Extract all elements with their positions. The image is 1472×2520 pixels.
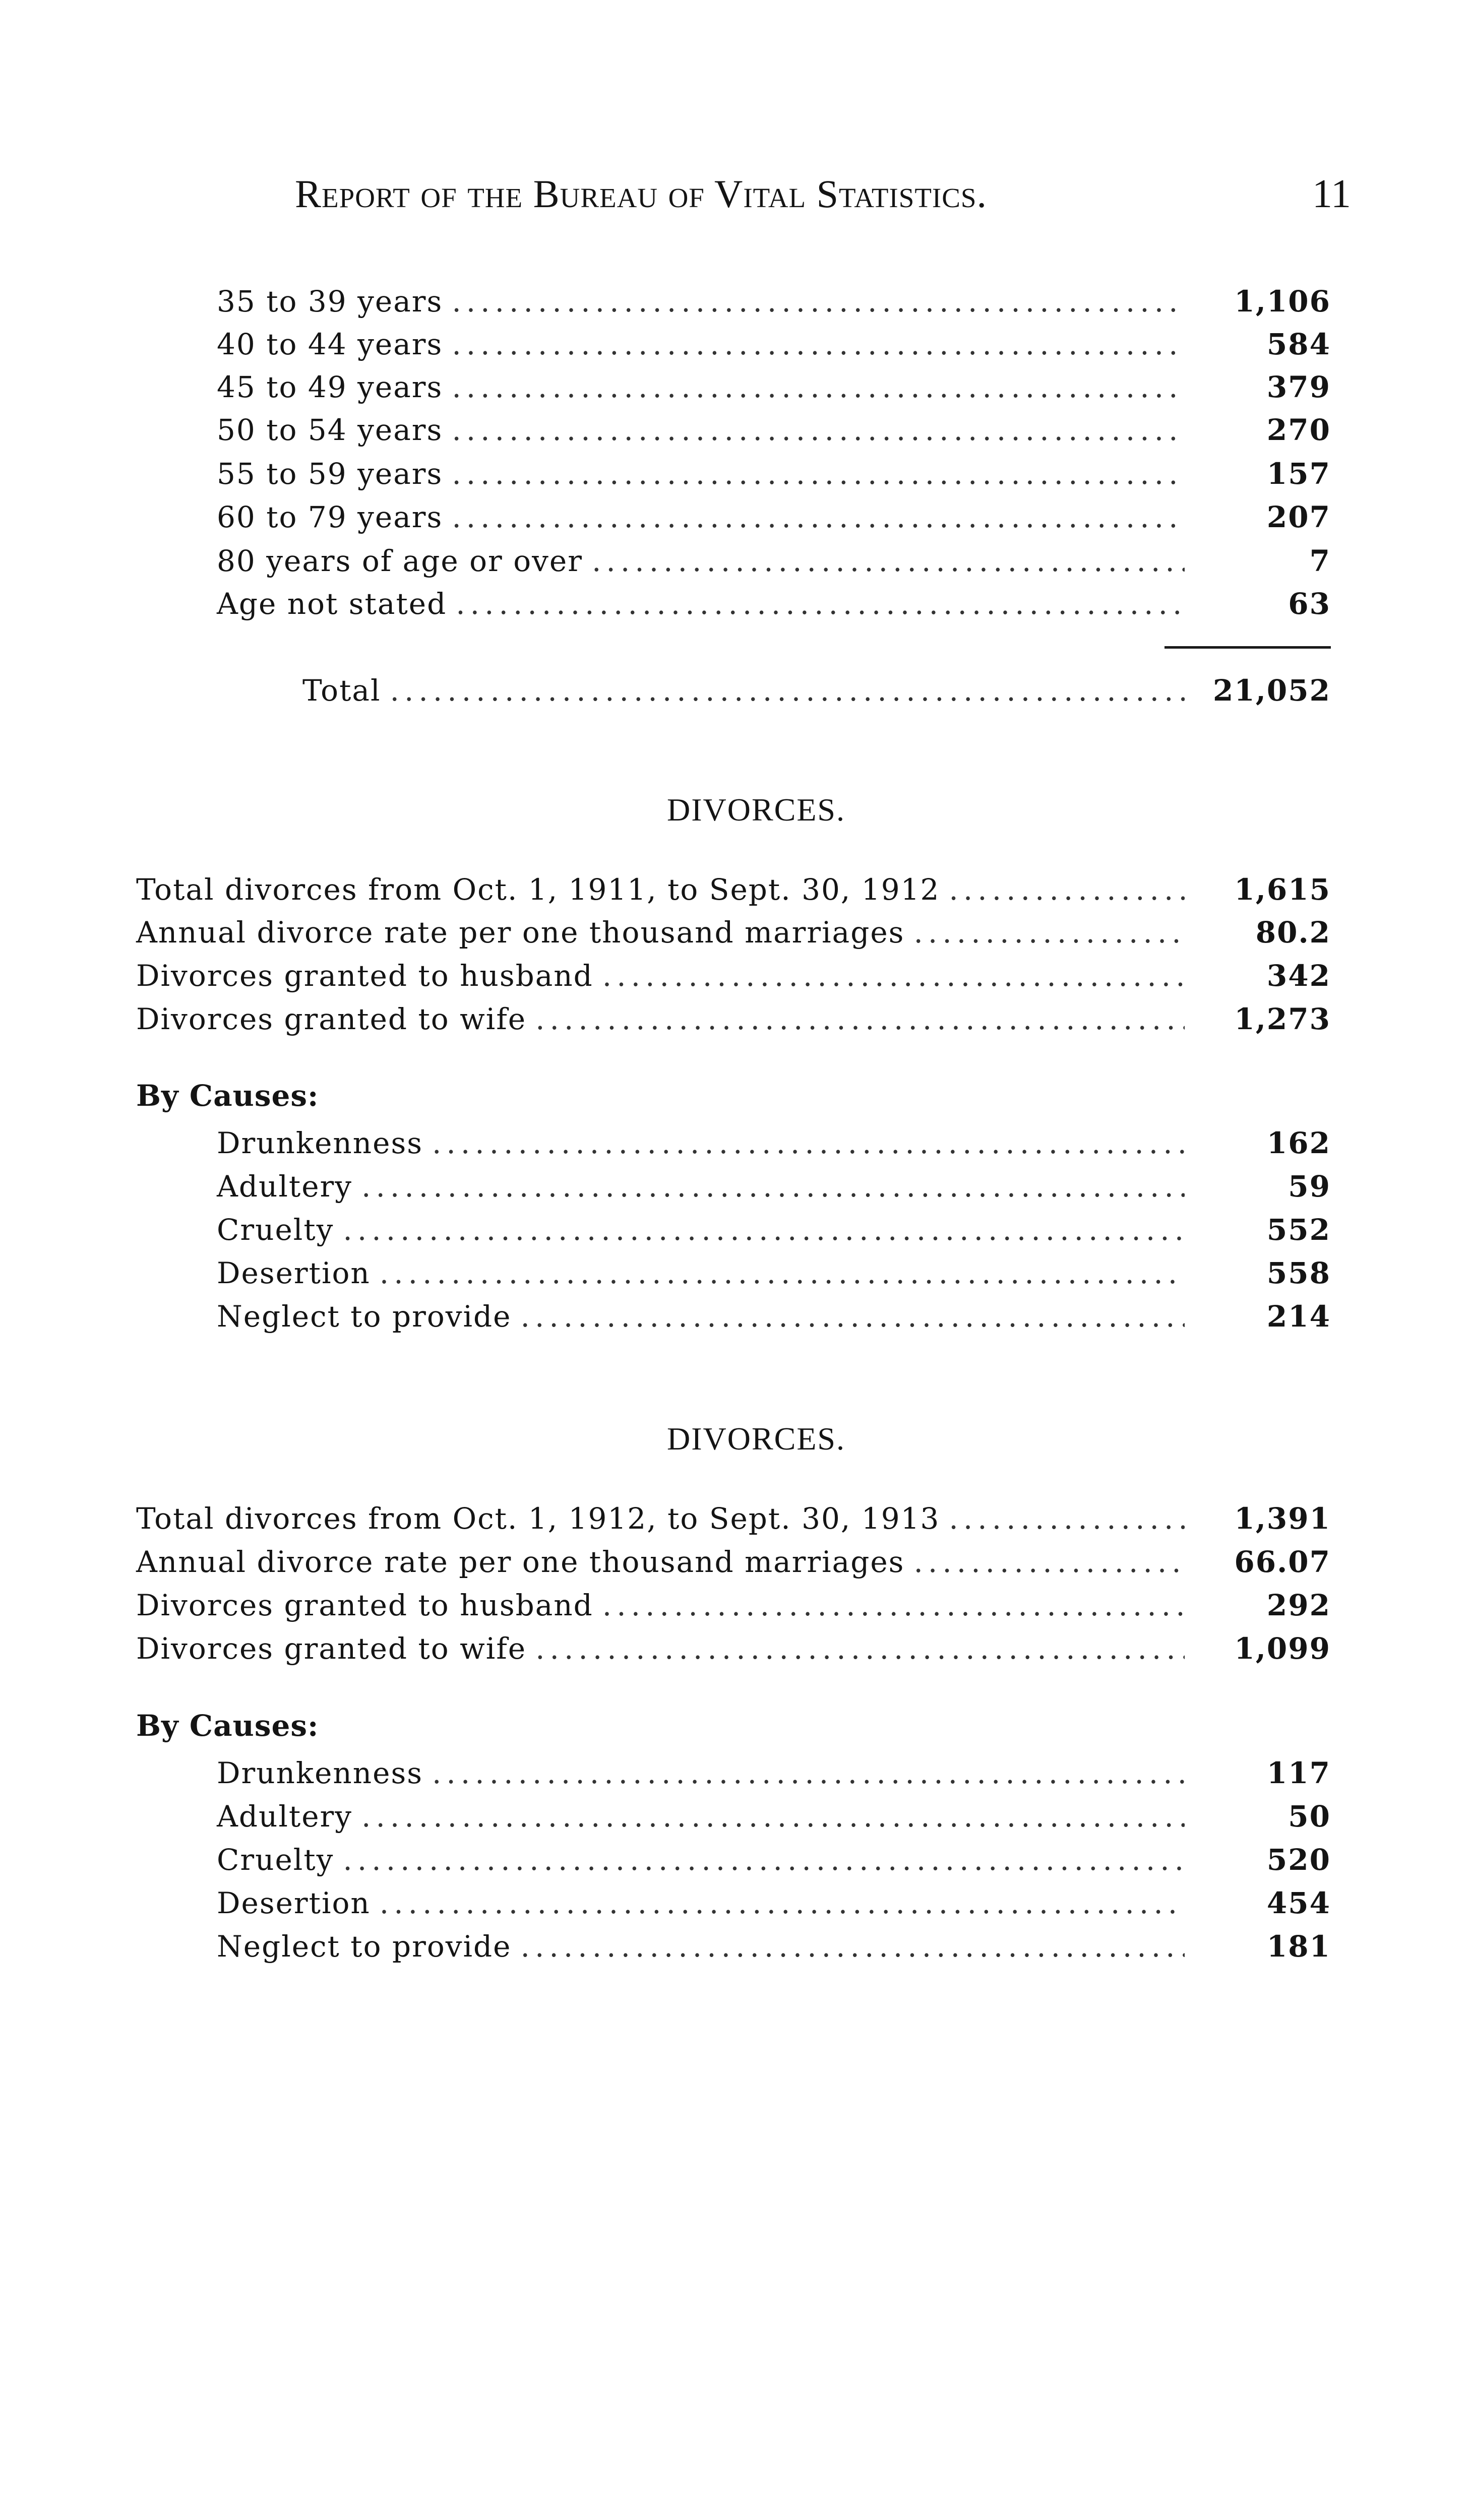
cause-value: 59 [1288,1169,1331,1204]
list-item [217,1295,1331,1338]
table-row [136,997,1331,1041]
row-value: 584 [1266,327,1331,361]
table-row [217,280,1331,323]
list-item [217,1795,1331,1838]
cause-label: Adultery [217,1799,353,1834]
page-number: 11 [1312,172,1351,216]
cause-value: 214 [1266,1299,1331,1334]
row-label: 80 years of age or over [217,544,583,578]
cause-value: 558 [1266,1256,1331,1290]
row-label: Divorces granted to wife [136,1631,527,1666]
row-label: 45 to 49 years [217,370,443,404]
table-row [217,495,1331,539]
row-value: 157 [1266,457,1331,491]
row-value: 1,273 [1234,1002,1331,1036]
row-value: 63 [1288,587,1331,621]
list-item [217,1838,1331,1881]
row-value: 270 [1266,413,1331,447]
causes-heading: By Causes: [136,1079,319,1113]
row-value: 292 [1266,1588,1331,1622]
row-value: 66.07 [1234,1545,1331,1579]
cause-label: Neglect to provide [217,1299,512,1334]
row-label: 40 to 44 years [217,327,443,361]
cause-label: Drunkenness [217,1126,423,1160]
section-title: DIVORCES. [666,1421,846,1457]
table-row [217,408,1331,452]
row-value: 379 [1266,370,1331,404]
cause-label: Neglect to provide [217,1929,512,1964]
row-value: 1,099 [1234,1631,1331,1666]
row-label: Divorces granted to husband [136,1588,593,1622]
cause-value: 454 [1266,1886,1331,1920]
row-value: 342 [1266,959,1331,993]
total-rule [1164,646,1331,649]
causes-heading: By Causes: [136,1709,319,1743]
cause-value: 117 [1266,1756,1331,1790]
row-value: 207 [1266,500,1331,534]
table-row [136,911,1331,954]
cause-label: Desertion [217,1886,371,1920]
list-item [217,1881,1331,1925]
row-label: Annual divorce rate per one thousand marriages [136,1545,905,1579]
row-label: Divorces granted to wife [136,1002,527,1036]
row-label: Total divorces from Oct. 1, 1912, to Sept. 30, 1913 [136,1501,940,1536]
row-label: 55 to 59 years [217,457,443,491]
cause-label: Adultery [217,1169,353,1204]
row-value: 1,615 [1234,872,1331,907]
list-item [217,1751,1331,1795]
list-item [217,1208,1331,1251]
cause-value: 520 [1266,1843,1331,1877]
total-label: Total [302,673,381,708]
row-label: 35 to 39 years [217,284,443,319]
row-value: 1,106 [1234,284,1331,319]
table-row [217,539,1331,583]
row-value: 7 [1309,544,1331,578]
cause-value: 181 [1266,1929,1331,1964]
row-label: Age not stated [217,587,447,621]
list-item [217,1165,1331,1208]
row-value: 80.2 [1255,915,1331,950]
row-label: Annual divorce rate per one thousand marriages [136,915,905,950]
table-row [136,868,1331,911]
cause-label: Cruelty [217,1843,334,1877]
row-label: 60 to 79 years [217,500,443,534]
table-row [136,1497,1331,1540]
cause-value: 162 [1266,1126,1331,1160]
page-header [295,171,1351,217]
cause-value: 50 [1288,1799,1331,1834]
cause-label: Drunkenness [217,1756,423,1790]
row-value: 1,391 [1234,1501,1331,1536]
table-row [217,582,1331,625]
running-title: Report of the Bureau of Vital Statistics. [295,172,988,216]
table-row [217,365,1331,409]
section-title: DIVORCES. [666,792,846,828]
table-row [136,1584,1331,1627]
table-row [217,323,1331,366]
table-row [136,1627,1331,1670]
row-label: Total divorces from Oct. 1, 1911, to Sept. 30, 1912 [136,872,940,907]
total-row [302,669,1331,712]
list-item [217,1121,1331,1165]
row-label: 50 to 54 years [217,413,443,447]
list-item [217,1251,1331,1295]
cause-value: 552 [1266,1213,1331,1247]
table-row [136,954,1331,997]
cause-label: Cruelty [217,1213,334,1247]
table-row [217,452,1331,495]
cause-label: Desertion [217,1256,371,1290]
row-label: Divorces granted to husband [136,959,593,993]
table-row [136,1540,1331,1584]
list-item [217,1925,1331,1968]
total-value: 21,052 [1213,673,1331,708]
